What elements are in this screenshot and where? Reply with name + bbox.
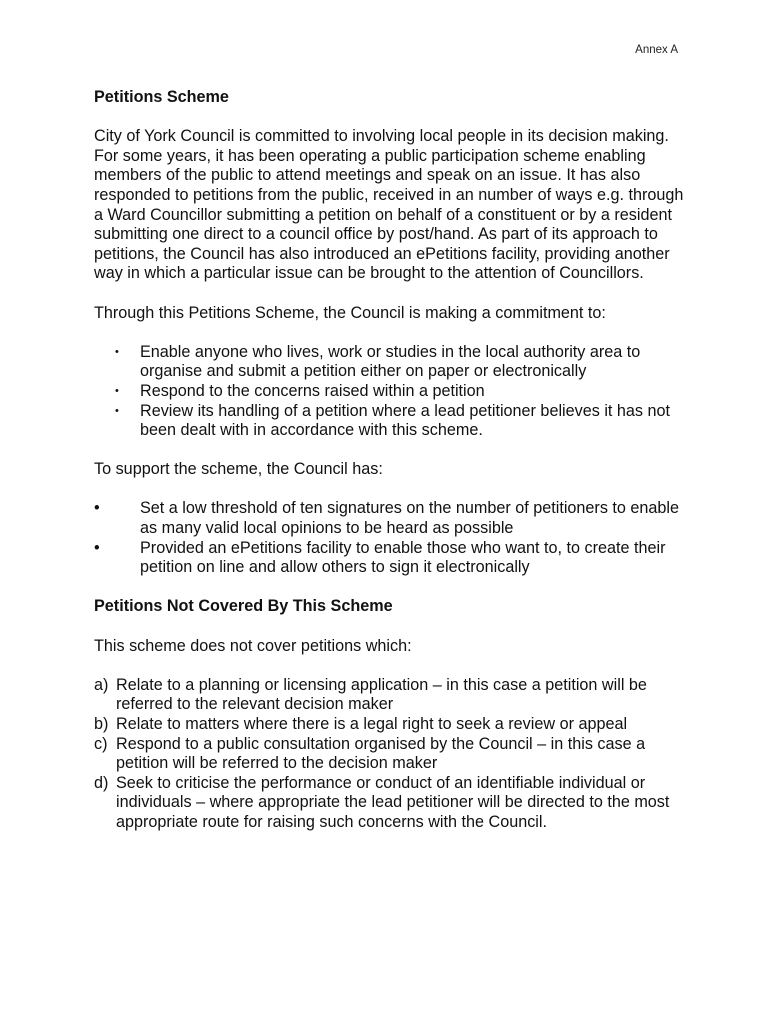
list-item: a) Relate to a planning or licensing application – in this case a petition will be referred to the relevant decision maker xyxy=(94,675,647,714)
list-item: • Provided an ePetitions facility to enable those who want to, to create their petition on line and allow others to sign it electronically xyxy=(94,538,666,577)
bullet-icon: • xyxy=(115,384,119,397)
list-item: • Respond to the concerns raised within a petition xyxy=(115,381,485,400)
annex-label: Annex A xyxy=(635,44,678,56)
document-body xyxy=(94,88,684,833)
not-covered-list xyxy=(94,676,684,833)
bullet-icon: • xyxy=(94,499,100,518)
commitment-intro: Through this Petitions Scheme, the Council is making a commitment to: xyxy=(94,303,606,322)
commitments-list xyxy=(94,343,684,441)
support-intro: To support the scheme, the Council has: xyxy=(94,460,383,479)
list-item: b) Relate to matters where there is a legal right to seek a review or appeal xyxy=(94,715,628,733)
intro-paragraph: City of York Council is committed to involving local people in its decision making. For some years, it has been operating a public participation scheme enabling members of the public to attend meetings and speak on an issue. It has also responded to petitions from the public, received in an number of ways e.g. through a Ward Councillor submitting a petition on behalf of a constituent or by a resident submitting one direct to a council office by post/hand. As part of its approach to petitions, the Council has also introduced an ePetitions facility, providing another way in which a particular issue can be brought to the attention of Councillors. xyxy=(94,127,684,283)
not-covered-intro: This scheme does not cover petitions which: xyxy=(94,636,412,655)
list-item: d) Seek to criticise the performance or conduct of an identifiable individual or individuals – where appropriate the lead petitioner will be directed to the most appropriate route for raising such concerns with the Council. xyxy=(94,773,670,831)
list-item: • Set a low threshold of ten signatures on the number of petitioners to enable as many valid local opinions to be heard as possible xyxy=(94,499,680,538)
section-heading: Petitions Not Covered By This Scheme xyxy=(94,597,393,616)
list-item: c) Respond to a public consultation organised by the Council – in this case a petition will be referred to the decision maker xyxy=(94,734,646,773)
page-title: Petitions Scheme xyxy=(94,88,229,106)
bullet-icon: • xyxy=(94,538,100,557)
list-item: • Review its handling of a petition where a lead petitioner believes it has not been dealt with in accordance with this scheme. xyxy=(115,401,671,440)
bullet-icon: • xyxy=(115,404,119,417)
supports-list xyxy=(94,499,684,577)
bullet-icon: • xyxy=(115,345,119,358)
list-item: • Enable anyone who lives, work or studies in the local authority area to organise and submit a petition either on paper or electronically xyxy=(115,342,641,381)
